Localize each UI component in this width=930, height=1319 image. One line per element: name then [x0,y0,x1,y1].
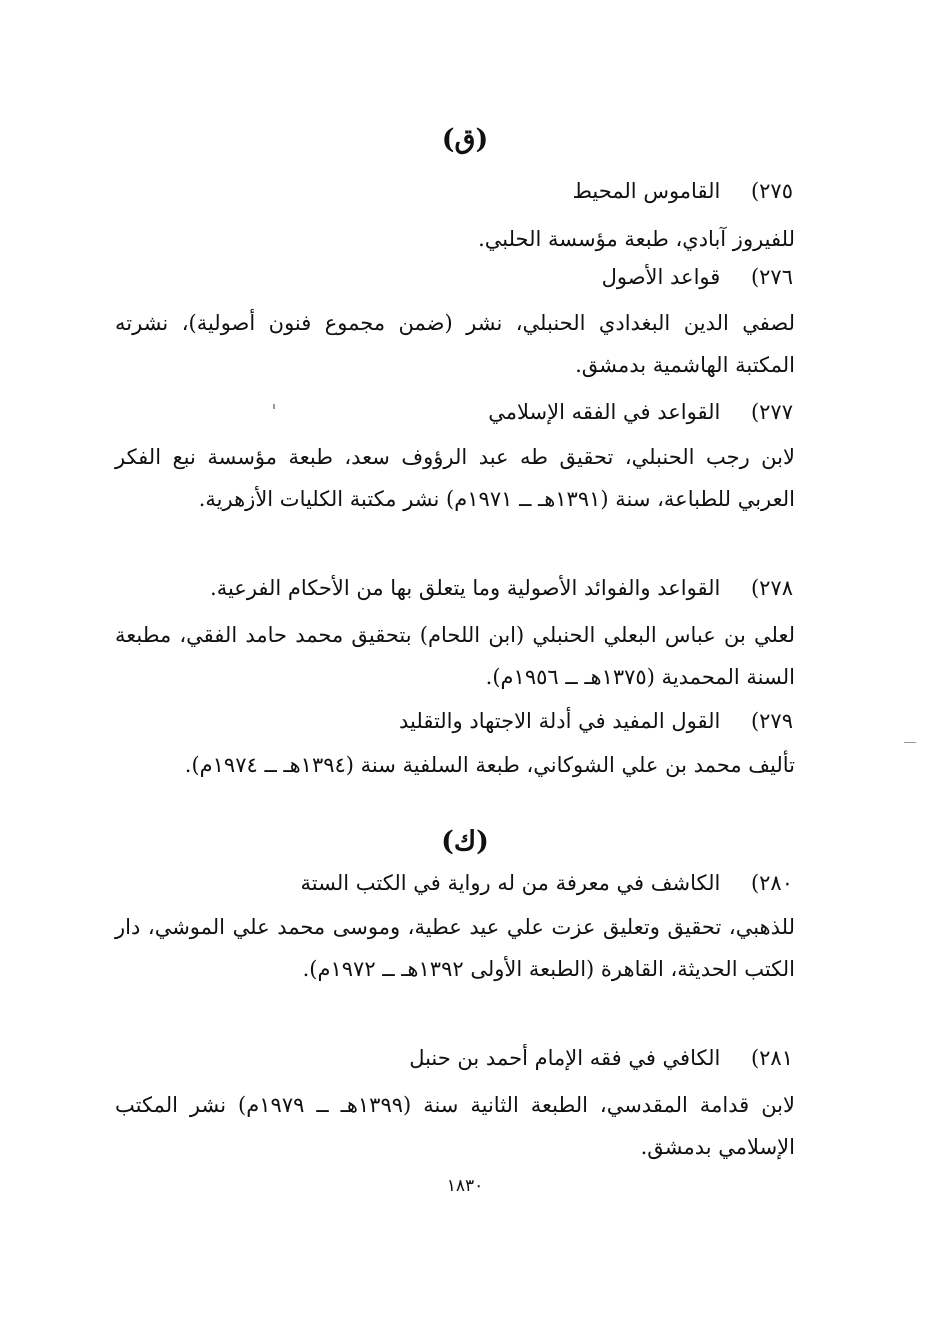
entry-278-description: لعلي بن عباس البعلي الحنبلي (ابن اللحام) بتحقيق محمد حامد الفقي، مطبعة السنة المحمدية (١٣٧٥هـ ــ ١٩٥٦م). [115,623,795,689]
entry-281-description: لابن قدامة المقدسي، الطبعة الثانية سنة (١٣٩٩هـ ــ ١٩٧٩م) نشر المكتب الإسلامي بدمشق. [115,1093,796,1159]
entry-title: القواعد في الفقه الإسلامي [488,400,721,424]
entry-number: ٢٧٥) [750,179,793,203]
entry-number: ٢٨٠) [750,871,793,895]
entry-title: القاموس المحيط [572,179,721,203]
entry-277-heading [103,397,793,427]
entry-title: الكاشف في معرفة من له رواية في الكتب الستة [300,871,721,895]
entry-276-description: لصفي الدين البغدادي الحنبلي، نشر (ضمن مجموع فنون أصولية)، نشرته المكتبة الهاشمية بدمشق. [115,311,795,377]
entry-280-heading [103,868,793,898]
entry-280-description: للذهبي، تحقيق وتعليق عزت علي عيد عطية، وموسى محمد علي الموشي، دار الكتب الحديثة، القاهرة (الطبعة الأولى ١٣٩٢هـ ــ ١٩٧٢م). [115,915,795,981]
entry-275-heading [103,176,793,206]
page-number: ١٨٣٠ [446,1176,484,1196]
entry-276-heading [103,262,793,292]
entry-number: ٢٧٨) [750,576,793,600]
entry-number: ٢٨١) [750,1046,793,1070]
entry-279-heading [103,706,793,736]
section-heading-kaf: (ك) [441,826,489,857]
entry-number: ٢٧٩) [750,709,793,733]
entry-title: القواعد والفوائد الأصولية وما يتعلق بها من الأحكام الفرعية. [210,576,721,600]
entry-title: القول المفيد في أدلة الاجتهاد والتقليد [399,709,721,733]
section-heading-qaf: (ق) [441,124,489,155]
entry-title: الكافي في فقه الإمام أحمد بن حنبل [409,1046,721,1070]
entry-281-heading [103,1043,793,1073]
entry-number: ٢٧٦) [750,265,793,289]
entry-278-heading [103,573,793,603]
entry-279-description: تأليف محمد بن علي الشوكاني، طبعة السلفية سنة (١٣٩٤هـ ــ ١٩٧٤م). [184,753,795,777]
entry-number: ٢٧٧) [750,400,793,424]
entry-277-description: لابن رجب الحنبلي، تحقيق طه عبد الرؤوف سعد، طبعة مؤسسة نبع الفكر العربي للطباعة، سنة (١٣٩١هـ ــ ١٩٧١م) نشر مكتبة الكليات الأزهرية. [115,445,795,511]
entry-275-description: للفيروز آبادي، طبعة مؤسسة الحلبي. [478,227,795,251]
scan-speck [904,742,916,743]
scan-speck [273,404,275,409]
entry-title: قواعد الأصول [601,265,721,289]
